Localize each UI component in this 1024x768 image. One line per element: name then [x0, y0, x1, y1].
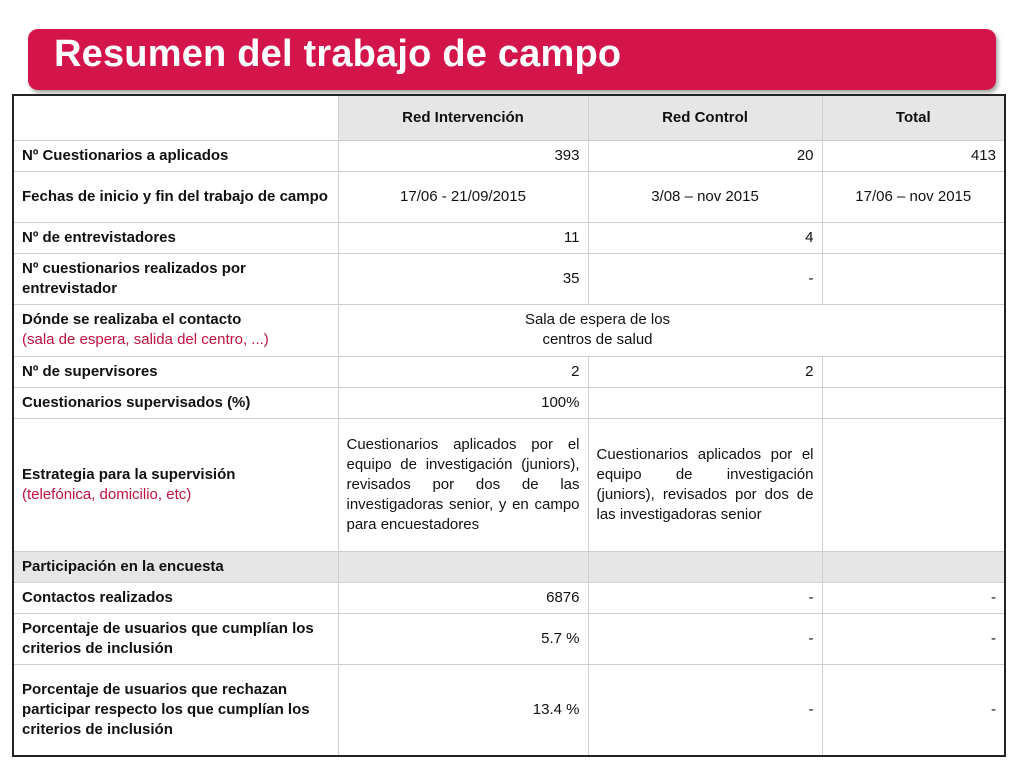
cell-total: -	[822, 664, 1005, 756]
row-label-main: Estrategia para la supervisión	[22, 465, 236, 483]
section-label: Participación en la encuesta	[13, 551, 338, 582]
cell-total: 17/06 – nov 2015	[822, 171, 1005, 222]
row-label-main: Dónde se realizaba el contacto	[22, 311, 242, 328]
header-red-control: Red Control	[588, 95, 822, 140]
table-row	[13, 253, 1005, 304]
cell-intervencion: 100%	[338, 387, 588, 418]
cell-control: Cuestionarios aplicados por el equipo de investigación (juniors), revisados por dos de las investigadoras senior	[588, 418, 822, 551]
section-empty-cell	[588, 551, 822, 582]
section-row	[13, 551, 1005, 582]
cell-total	[822, 356, 1005, 387]
row-label: Nº de supervisores	[13, 356, 338, 387]
cell-total: 413	[822, 140, 1005, 171]
cell-intervencion: 11	[338, 222, 588, 253]
cell-intervencion: 2	[338, 356, 588, 387]
row-label: Porcentaje de usuarios que rechazan participar respecto los que cumplían los criterios de inclusión	[13, 664, 338, 756]
header-red-intervencion: Red Intervención	[338, 95, 588, 140]
row-label: Contactos realizados	[13, 582, 338, 613]
table-row	[13, 613, 1005, 664]
section-empty-cell	[822, 551, 1005, 582]
row-label-sub: (telefónica, domicilio, etc)	[22, 485, 192, 503]
table-row	[13, 171, 1005, 222]
cell-total	[822, 418, 1005, 551]
cell-control: -	[588, 582, 822, 613]
cell-control: 2	[588, 356, 822, 387]
row-label: Nº cuestionarios realizados por entrevistador	[13, 253, 338, 304]
table-row	[13, 387, 1005, 418]
cell-control: -	[588, 664, 822, 756]
cell-control: -	[588, 613, 822, 664]
cell-control: 4	[588, 222, 822, 253]
row-label: Cuestionarios supervisados (%)	[13, 387, 338, 418]
cell-total	[822, 387, 1005, 418]
cell-total: -	[822, 582, 1005, 613]
title-banner	[28, 29, 996, 90]
row-label: Nº de entrevistadores	[13, 222, 338, 253]
row-label: Porcentaje de usuarios que cumplían los criterios de inclusión	[13, 613, 338, 664]
table-row	[13, 582, 1005, 613]
contacto-value: Sala de espera de los centros de salud	[524, 311, 671, 348]
cell-merged-contacto	[338, 304, 1005, 356]
table-row	[13, 664, 1005, 756]
table-row	[13, 140, 1005, 171]
header-total: Total	[822, 95, 1005, 140]
section-empty-cell	[338, 551, 588, 582]
cell-intervencion: 5.7 %	[338, 613, 588, 664]
cell-total	[822, 253, 1005, 304]
table-row	[13, 222, 1005, 253]
cell-total: -	[822, 613, 1005, 664]
table-row	[13, 356, 1005, 387]
row-label: Fechas de inicio y fin del trabajo de campo	[13, 171, 338, 222]
cell-intervencion: 6876	[338, 582, 588, 613]
row-label-sub: (sala de espera, salida del centro, ...)	[22, 331, 269, 348]
cell-control: -	[588, 253, 822, 304]
table-header-row	[13, 95, 1005, 140]
cell-intervencion: 17/06 - 21/09/2015	[338, 171, 588, 222]
cell-intervencion: Cuestionarios aplicados por el equipo de investigación (juniors), revisados por dos de las investigadoras senior, y en campo para encuestadores	[338, 418, 588, 551]
cell-intervencion: 393	[338, 140, 588, 171]
cell-total	[822, 222, 1005, 253]
cell-control: 20	[588, 140, 822, 171]
row-label	[13, 304, 338, 356]
page-title: Resumen del trabajo de campo	[54, 33, 622, 75]
summary-table	[12, 94, 1006, 757]
row-label: Nº Cuestionarios a aplicados	[13, 140, 338, 171]
cell-intervencion: 13.4 %	[338, 664, 588, 756]
cell-control: 3/08 – nov 2015	[588, 171, 822, 222]
cell-control	[588, 387, 822, 418]
cell-intervencion: 35	[338, 253, 588, 304]
header-blank-cell	[13, 95, 338, 140]
table-row	[13, 304, 1005, 356]
row-label	[13, 418, 338, 551]
table-row	[13, 418, 1005, 551]
